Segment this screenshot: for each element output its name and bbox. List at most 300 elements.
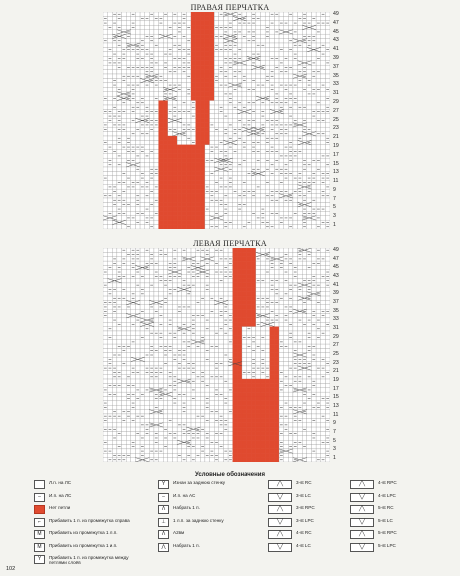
stitch-cell: [316, 220, 321, 224]
stitch-cell: [219, 189, 224, 193]
stitch-cell: [177, 248, 182, 252]
stitch-cell: [182, 30, 187, 34]
stitch-cell: [316, 105, 321, 109]
stitch-cell: [265, 211, 270, 215]
stitch-cell: [122, 283, 127, 287]
no-stitch-cell: [182, 163, 187, 167]
stitch-cell: [182, 314, 187, 318]
stitch-cell: [117, 331, 122, 335]
stitch-cell: [321, 136, 326, 140]
stitch-cell: [311, 331, 316, 335]
stitch-cell: [325, 189, 330, 193]
no-stitch-cell: [196, 211, 201, 215]
stitch-cell: [103, 56, 108, 60]
stitch-cell: [205, 149, 210, 153]
stitch-cell: [117, 314, 122, 318]
no-stitch-cell: [200, 167, 205, 171]
stitch-cell: [288, 127, 293, 131]
stitch-cell: [307, 225, 312, 229]
stitch-cell: [293, 47, 298, 51]
stitch-cell: [311, 65, 316, 69]
stitch-cell: [112, 158, 117, 162]
stitch-cell: [293, 185, 298, 189]
stitch-cell: [214, 140, 219, 144]
stitch-cell: [154, 357, 159, 361]
no-stitch-cell: [191, 30, 196, 34]
stitch-cell: [321, 265, 326, 269]
stitch-cell: [214, 348, 219, 352]
stitch-cell: [233, 171, 238, 175]
no-stitch-cell: [205, 61, 210, 65]
stitch-cell: [131, 30, 136, 34]
stitch-cell: [223, 78, 228, 82]
stitch-cell: [316, 74, 321, 78]
stitch-cell: [321, 300, 326, 304]
stitch-cell: [256, 25, 261, 29]
stitch-cell: [284, 12, 289, 16]
stitch-cell: [103, 261, 108, 265]
stitch-cell: [251, 47, 256, 51]
stitch-cell: [265, 292, 270, 296]
stitch-cell: [200, 322, 205, 326]
stitch-cell: [117, 52, 122, 56]
stitch-cell: [307, 198, 312, 202]
stitch-cell: [265, 327, 270, 331]
stitch-cell: [210, 265, 215, 269]
stitch-cell: [163, 270, 168, 274]
no-stitch-cell: [210, 92, 215, 96]
stitch-cell: [233, 185, 238, 189]
stitch-cell: [251, 43, 256, 47]
no-stitch-cell: [168, 185, 173, 189]
stitch-cell: [172, 309, 177, 313]
stitch-cell: [182, 83, 187, 87]
stitch-cell: [163, 335, 168, 339]
stitch-cell: [256, 335, 261, 339]
no-stitch-cell: [196, 12, 201, 16]
right-glove-title: ПРАВАЯ ПЕРЧАТКА: [190, 3, 270, 12]
stitch-cell: [284, 248, 289, 252]
stitch-cell: [214, 322, 219, 326]
stitch-cell: [325, 43, 330, 47]
stitch-cell: [228, 265, 233, 269]
stitch-cell: [288, 300, 293, 304]
no-stitch-cell: [191, 171, 196, 175]
stitch-cell: [172, 30, 177, 34]
no-stitch-cell: [168, 189, 173, 193]
stitch-cell: [186, 300, 191, 304]
stitch-cell: [108, 65, 113, 69]
stitch-cell: [108, 167, 113, 171]
stitch-cell: [279, 43, 284, 47]
stitch-cell: [117, 309, 122, 313]
stitch-cell: [237, 198, 242, 202]
stitch-cell: [112, 225, 117, 229]
stitch-cell: [288, 136, 293, 140]
no-stitch-cell: [159, 154, 164, 158]
stitch-cell: [122, 83, 127, 87]
stitch-cell: [122, 87, 127, 91]
stitch-cell: [168, 248, 173, 252]
stitch-cell: [233, 211, 238, 215]
stitch-cell: [214, 12, 219, 16]
no-stitch-cell: [200, 198, 205, 202]
stitch-cell: [251, 158, 256, 162]
stitch-cell: [108, 70, 113, 74]
stitch-cell: [284, 220, 289, 224]
stitch-cell: [163, 292, 168, 296]
stitch-cell: [103, 92, 108, 96]
stitch-cell: [126, 109, 131, 113]
stitch-cell: [256, 47, 261, 51]
stitch-cell: [321, 16, 326, 20]
stitch-cell: [316, 357, 321, 361]
stitch-cell: [325, 92, 330, 96]
stitch-cell: [140, 105, 145, 109]
stitch-cell: [145, 331, 150, 335]
stitch-cell: [265, 145, 270, 149]
stitch-cell: [205, 305, 210, 309]
no-stitch-cell: [205, 25, 210, 29]
no-stitch-cell: [237, 279, 242, 283]
stitch-cell: [154, 305, 159, 309]
stitch-cell: [149, 274, 154, 278]
no-stitch-cell: [182, 189, 187, 193]
stitch-cell: [279, 118, 284, 122]
stitch-cell: [302, 348, 307, 352]
stitch-cell: [242, 327, 247, 331]
stitch-cell: [108, 305, 113, 309]
stitch-cell: [242, 171, 247, 175]
no-stitch-cell: [205, 96, 210, 100]
stitch-cell: [182, 265, 187, 269]
no-stitch-cell: [182, 149, 187, 153]
stitch-cell: [196, 318, 201, 322]
stitch-cell: [316, 279, 321, 283]
stitch-cell: [284, 78, 289, 82]
stitch-cell: [293, 252, 298, 256]
stitch-cell: [140, 252, 145, 256]
stitch-cell: [325, 101, 330, 105]
no-stitch-cell: [251, 309, 256, 313]
no-stitch-cell: [168, 207, 173, 211]
no-stitch-cell: [172, 136, 177, 140]
stitch-cell: [186, 353, 191, 357]
stitch-cell: [256, 225, 261, 229]
no-stitch-cell: [200, 132, 205, 136]
stitch-cell: [196, 252, 201, 256]
stitch-cell: [112, 56, 117, 60]
stitch-cell: [149, 198, 154, 202]
stitch-cell: [298, 25, 303, 29]
stitch-cell: [154, 314, 159, 318]
stitch-cell: [256, 34, 261, 38]
stitch-cell: [279, 39, 284, 43]
stitch-cell: [145, 96, 150, 100]
no-stitch-cell: [200, 140, 205, 144]
no-stitch-cell: [251, 296, 256, 300]
stitch-cell: [177, 96, 182, 100]
no-stitch-cell: [251, 314, 256, 318]
no-stitch-cell: [191, 92, 196, 96]
stitch-cell: [228, 296, 233, 300]
stitch-cell: [316, 16, 321, 20]
stitch-cell: [103, 357, 108, 361]
stitch-cell: [274, 252, 279, 256]
stitch-cell: [112, 136, 117, 140]
stitch-cell: [200, 305, 205, 309]
stitch-cell: [177, 318, 182, 322]
stitch-cell: [210, 167, 215, 171]
stitch-cell: [145, 340, 150, 344]
stitch-cell: [311, 194, 316, 198]
stitch-cell: [168, 357, 173, 361]
stitch-cell: [325, 65, 330, 69]
stitch-cell: [233, 114, 238, 118]
no-stitch-cell: [172, 207, 177, 211]
stitch-cell: [311, 83, 316, 87]
stitch-cell: [293, 145, 298, 149]
stitch-cell: [279, 366, 284, 370]
stitch-cell: [321, 292, 326, 296]
stitch-cell: [307, 357, 312, 361]
stitch-cell: [265, 12, 270, 16]
stitch-cell: [261, 92, 266, 96]
no-stitch-cell: [186, 220, 191, 224]
stitch-cell: [274, 265, 279, 269]
stitch-cell: [233, 176, 238, 180]
stitch-cell: [149, 132, 154, 136]
stitch-cell: [321, 158, 326, 162]
stitch-cell: [228, 335, 233, 339]
stitch-cell: [196, 335, 201, 339]
stitch-cell: [237, 149, 242, 153]
stitch-cell: [219, 118, 224, 122]
stitch-cell: [274, 309, 279, 313]
stitch-cell: [237, 216, 242, 220]
stitch-cell: [228, 331, 233, 335]
stitch-cell: [219, 145, 224, 149]
stitch-cell: [108, 180, 113, 184]
stitch-cell: [210, 305, 215, 309]
no-stitch-cell: [159, 176, 164, 180]
stitch-cell: [103, 74, 108, 78]
no-stitch-cell: [200, 127, 205, 131]
stitch-cell: [316, 344, 321, 348]
stitch-cell: [103, 348, 108, 352]
stitch-cell: [154, 176, 159, 180]
stitch-cell: [122, 265, 127, 269]
stitch-cell: [219, 331, 224, 335]
stitch-cell: [298, 12, 303, 16]
stitch-cell: [233, 225, 238, 229]
stitch-cell: [149, 145, 154, 149]
row-number: 21: [333, 134, 339, 141]
no-stitch-cell: [186, 202, 191, 206]
row-number: 15: [333, 160, 339, 167]
no-stitch-cell: [168, 225, 173, 229]
no-stitch-cell: [247, 296, 252, 300]
stitch-cell: [288, 61, 293, 65]
stitch-cell: [108, 21, 113, 25]
stitch-cell: [145, 158, 150, 162]
stitch-cell: [302, 335, 307, 339]
stitch-cell: [145, 362, 150, 366]
no-stitch-cell: [177, 149, 182, 153]
stitch-cell: [126, 366, 131, 370]
no-stitch-cell: [233, 300, 238, 304]
stitch-cell: [145, 171, 150, 175]
no-stitch-cell: [191, 202, 196, 206]
stitch-cell: [186, 78, 191, 82]
stitch-cell: [274, 180, 279, 184]
stitch-cell: [288, 101, 293, 105]
stitch-cell: [284, 74, 289, 78]
stitch-cell: [205, 322, 210, 326]
stitch-cell: [117, 47, 122, 51]
stitch-cell: [112, 265, 117, 269]
stitch-cell: [186, 370, 191, 374]
stitch-cell: [112, 292, 117, 296]
stitch-cell: [298, 52, 303, 56]
stitch-cell: [256, 92, 261, 96]
no-stitch-cell: [159, 171, 164, 175]
stitch-cell: [172, 300, 177, 304]
no-stitch-cell: [242, 314, 247, 318]
stitch-cell: [145, 25, 150, 29]
stitch-cell: [302, 92, 307, 96]
stitch-cell: [122, 322, 127, 326]
stitch-cell: [261, 136, 266, 140]
stitch-cell: [103, 52, 108, 56]
no-stitch-cell: [196, 163, 201, 167]
stitch-cell: [103, 327, 108, 331]
stitch-cell: [316, 270, 321, 274]
stitch-cell: [298, 30, 303, 34]
stitch-cell: [256, 331, 261, 335]
stitch-cell: [293, 132, 298, 136]
stitch-cell: [103, 318, 108, 322]
stitch-cell: [251, 225, 256, 229]
stitch-cell: [182, 318, 187, 322]
no-stitch-cell: [177, 145, 182, 149]
stitch-cell: [108, 344, 113, 348]
stitch-cell: [200, 362, 205, 366]
stitch-cell: [237, 189, 242, 193]
stitch-cell: [284, 207, 289, 211]
stitch-cell: [205, 362, 210, 366]
stitch-cell: [223, 340, 228, 344]
stitch-cell: [251, 154, 256, 158]
stitch-cell: [112, 331, 117, 335]
stitch-cell: [172, 296, 177, 300]
stitch-cell: [274, 140, 279, 144]
no-stitch-cell: [196, 109, 201, 113]
stitch-cell: [154, 56, 159, 60]
stitch-cell: [145, 300, 150, 304]
stitch-cell: [256, 39, 261, 43]
stitch-cell: [196, 362, 201, 366]
stitch-cell: [210, 180, 215, 184]
stitch-cell: [321, 248, 326, 252]
stitch-cell: [126, 296, 131, 300]
stitch-cell: [316, 136, 321, 140]
stitch-cell: [177, 296, 182, 300]
stitch-cell: [182, 96, 187, 100]
stitch-cell: [108, 101, 113, 105]
stitch-cell: [145, 296, 150, 300]
stitch-cell: [265, 335, 270, 339]
no-stitch-cell: [159, 180, 164, 184]
no-stitch-cell: [247, 274, 252, 278]
no-stitch-cell: [196, 78, 201, 82]
stitch-cell: [214, 314, 219, 318]
no-stitch-cell: [200, 189, 205, 193]
stitch-cell: [223, 189, 228, 193]
stitch-cell: [154, 225, 159, 229]
stitch-cell: [325, 305, 330, 309]
stitch-cell: [186, 101, 191, 105]
stitch-cell: [256, 105, 261, 109]
stitch-cell: [316, 78, 321, 82]
stitch-cell: [210, 300, 215, 304]
stitch-cell: [108, 296, 113, 300]
stitch-cell: [182, 270, 187, 274]
no-stitch-cell: [233, 353, 238, 357]
stitch-cell: [219, 207, 224, 211]
stitch-cell: [210, 357, 215, 361]
stitch-cell: [284, 287, 289, 291]
stitch-cell: [311, 366, 316, 370]
no-stitch-cell: [237, 252, 242, 256]
stitch-cell: [311, 185, 316, 189]
no-stitch-cell: [196, 194, 201, 198]
stitch-cell: [223, 292, 228, 296]
stitch-cell: [117, 335, 122, 339]
stitch-cell: [168, 123, 173, 127]
stitch-cell: [177, 114, 182, 118]
no-stitch-cell: [159, 185, 164, 189]
stitch-cell: [237, 220, 242, 224]
stitch-cell: [288, 16, 293, 20]
stitch-cell: [196, 305, 201, 309]
stitch-cell: [135, 109, 140, 113]
stitch-cell: [131, 78, 136, 82]
no-stitch-cell: [177, 225, 182, 229]
stitch-cell: [247, 74, 252, 78]
no-stitch-cell: [163, 123, 168, 127]
no-stitch-cell: [168, 149, 173, 153]
stitch-cell: [228, 30, 233, 34]
stitch-cell: [131, 56, 136, 60]
stitch-cell: [265, 216, 270, 220]
no-stitch-cell: [233, 279, 238, 283]
stitch-cell: [191, 287, 196, 291]
stitch-cell: [270, 25, 275, 29]
row-number: 7: [333, 195, 336, 202]
stitch-cell: [261, 189, 266, 193]
stitch-cell: [298, 96, 303, 100]
stitch-cell: [316, 287, 321, 291]
no-stitch-cell: [196, 118, 201, 122]
stitch-cell: [112, 92, 117, 96]
stitch-cell: [145, 314, 150, 318]
stitch-cell: [219, 171, 224, 175]
stitch-cell: [145, 92, 150, 96]
stitch-cell: [117, 348, 122, 352]
no-stitch-cell: [242, 283, 247, 287]
stitch-cell: [108, 198, 113, 202]
